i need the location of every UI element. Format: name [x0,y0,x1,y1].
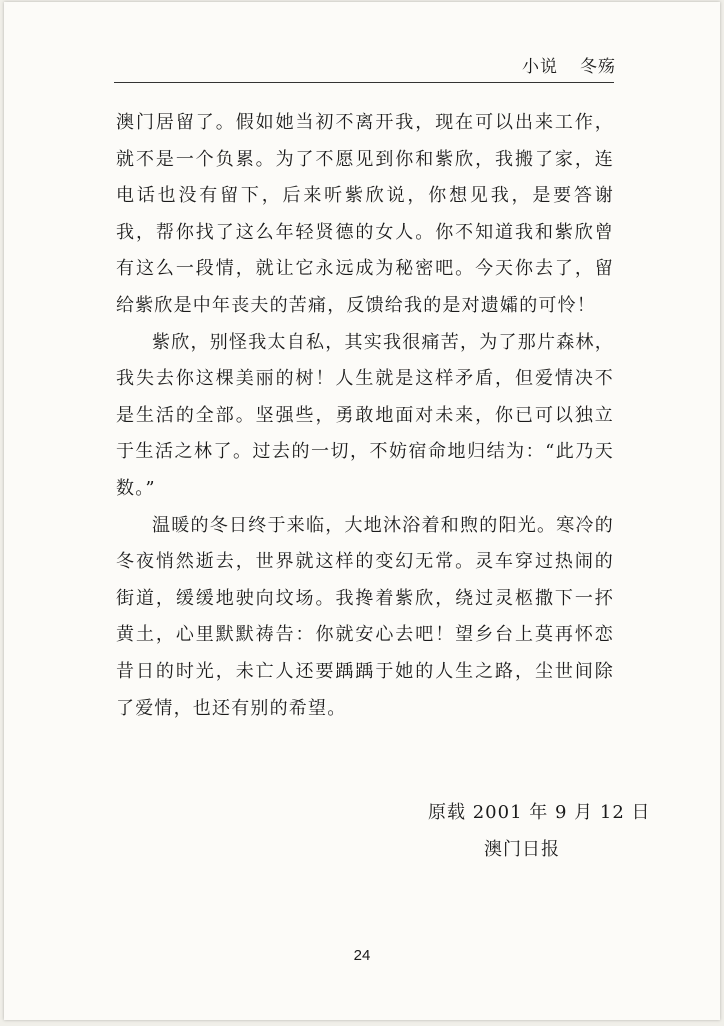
paragraph: 温暖的冬日终于来临，大地沐浴着和煦的阳光。寒冷的冬夜悄然逝去，世界就这样的变幻无常。灵车穿过热闹的街道，缓缓地驶向坟场。我搀着紫欣，绕过灵柩撒下一抔黄土，心里默默祷告：你就安心去吧！望乡台上莫再怀恋昔日的时光，未亡人还要踽踽于她的人生之路，尘世间除了爱情，也还有别的希望。 [116,514,614,719]
header-section: 小说 [522,57,558,77]
source-note: 原载 2001 年 9 月 12 日 [428,802,651,823]
page-number: 24 [353,947,371,964]
paragraph: 澳门居留了。假如她当初不离开我，现在可以出来工作，就不是一个负累。为了不愿见到你和紫欣，我搬了家，连电话也没有留下，后来听紫欣说，你想见我，是要答谢我，帮你找了这么年轻贤德的女人。你不知道我和紫欣曾有这么一段情，就让它永远成为秘密吧。今天你去了，留给紫欣是中年丧夫的苦痛，反馈给我的是对遗孀的可怜！ [116,112,614,316]
book-page [4,2,720,1020]
paragraph: 紫欣，别怪我太自私，其实我很痛苦，为了那片森林，我失去你这棵美丽的树！人生就是这样矛盾，但爱情决不是生活的全部。坚强些，勇敢地面对未来，你已可以独立于生活之林了。过去的一切，不妨宿命地归结为：“此乃天数。” [116,331,614,499]
body-text [116,105,614,727]
header-rule [114,82,614,83]
header-title: 冬殇 [580,57,616,77]
running-header [522,52,616,77]
publication-name: 澳门日报 [484,839,560,860]
